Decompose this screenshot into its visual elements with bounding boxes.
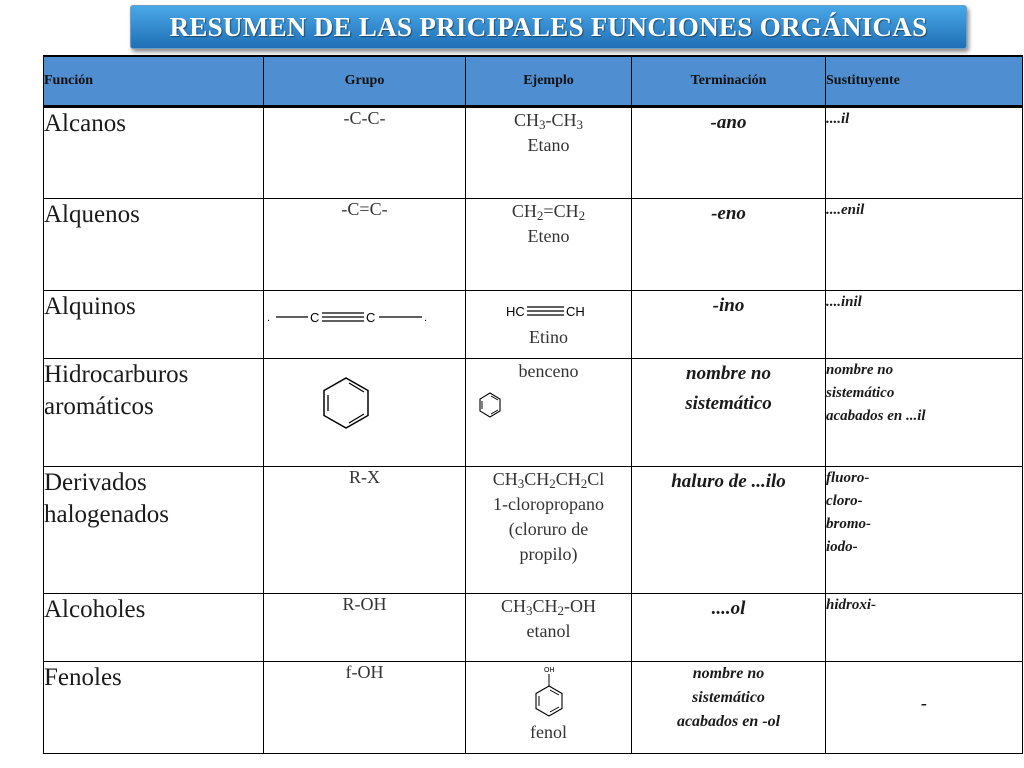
row-name: Alquinos	[44, 291, 264, 359]
ethyne-structure	[494, 301, 604, 321]
row-name: Fenoles	[44, 662, 264, 754]
table-row	[44, 662, 1023, 754]
row-sustituyente: ....enil	[826, 199, 1023, 291]
formula: $CH_3-CH_3$	[513, 110, 583, 132]
example-name-alt: (cloruro de	[508, 519, 589, 539]
row-ejemplo	[466, 594, 632, 662]
row-name: Hidrocarburos aromáticos	[44, 359, 264, 467]
row-terminacion: -ano	[632, 107, 826, 199]
row-ejemplo	[466, 107, 632, 199]
table-row	[44, 594, 1023, 662]
table-row	[44, 291, 1023, 359]
svg-text:C: C	[310, 310, 320, 325]
formula: $CH_2=CH_2$	[511, 201, 586, 223]
row-sustituyente: ....inil	[826, 291, 1023, 359]
svg-text:CH: CH	[565, 304, 585, 319]
header-funcion: Función	[44, 56, 264, 107]
table-row	[44, 467, 1023, 594]
header-ejemplo: Ejemplo	[466, 56, 632, 107]
row-terminacion: -ino	[632, 291, 826, 359]
row-name: Derivados halogenados	[44, 467, 264, 594]
functions-table	[43, 55, 1023, 754]
row-sustituyente: nombre no sistemático acabados en ...il	[826, 359, 1023, 467]
row-sustituyente: fluoro- cloro- bromo- iodo-	[826, 467, 1023, 594]
row-terminacion: ....ol	[632, 594, 826, 662]
row-ejemplo	[466, 467, 632, 594]
example-name: fenol	[530, 722, 567, 742]
row-name: Alquenos	[44, 199, 264, 291]
table-row	[44, 199, 1023, 291]
header-terminacion: Terminación	[632, 56, 826, 107]
svg-text:.: .	[424, 312, 428, 324]
formula: $CH_3CH_2-OH$	[500, 596, 597, 618]
triple-bond-structure	[264, 305, 464, 329]
row-terminacion: nombre no sistemático	[632, 359, 826, 467]
row-sustituyente: hidroxi-	[826, 594, 1023, 662]
table-row	[44, 107, 1023, 199]
row-name: Alcoholes	[44, 594, 264, 662]
svg-text:OH: OH	[543, 667, 554, 674]
row-ejemplo	[466, 662, 632, 754]
table-row	[44, 359, 1023, 467]
row-grupo: R-OH	[264, 594, 466, 662]
benzene-small-icon	[476, 390, 504, 422]
header-grupo: Grupo	[264, 56, 466, 107]
example-name: 1-cloropropano	[493, 494, 604, 514]
example-name: Etino	[529, 327, 568, 347]
row-sustituyente: -	[826, 662, 1023, 754]
formula: $CH_3CH_2CH_2Cl$	[492, 469, 605, 491]
example-name: Eteno	[527, 226, 570, 246]
page-title: RESUMEN DE LAS PRICIPALES FUNCIONES ORGÁNICAS	[130, 5, 967, 49]
example-name: Etano	[527, 135, 570, 155]
row-sustituyente: ....il	[826, 107, 1023, 199]
phenol-structure-icon	[529, 664, 569, 720]
benzene-ring-icon	[316, 373, 376, 433]
row-grupo: -C-C-	[264, 107, 466, 199]
row-grupo: f-OH	[264, 662, 466, 754]
row-ejemplo	[466, 359, 632, 467]
row-terminacion: nombre no sistemático acabados en -ol	[632, 662, 826, 754]
example-name: etanol	[526, 621, 571, 641]
svg-text:HC: HC	[505, 304, 525, 319]
svg-text:.: .	[267, 312, 271, 324]
row-ejemplo	[466, 291, 632, 359]
row-grupo: -C=C-	[264, 199, 466, 291]
example-name-alt-cont: propilo)	[519, 544, 578, 564]
svg-text:C: C	[366, 310, 376, 325]
row-ejemplo	[466, 199, 632, 291]
example-name: benceno	[518, 361, 579, 381]
row-name: Alcanos	[44, 107, 264, 199]
row-terminacion: -eno	[632, 199, 826, 291]
header-row	[44, 56, 1023, 107]
header-sustituyente: Sustituyente	[826, 56, 1023, 107]
row-terminacion: haluro de ...ilo	[632, 467, 826, 594]
row-grupo	[264, 291, 466, 359]
row-grupo: R-X	[264, 467, 466, 594]
row-grupo	[264, 359, 466, 467]
